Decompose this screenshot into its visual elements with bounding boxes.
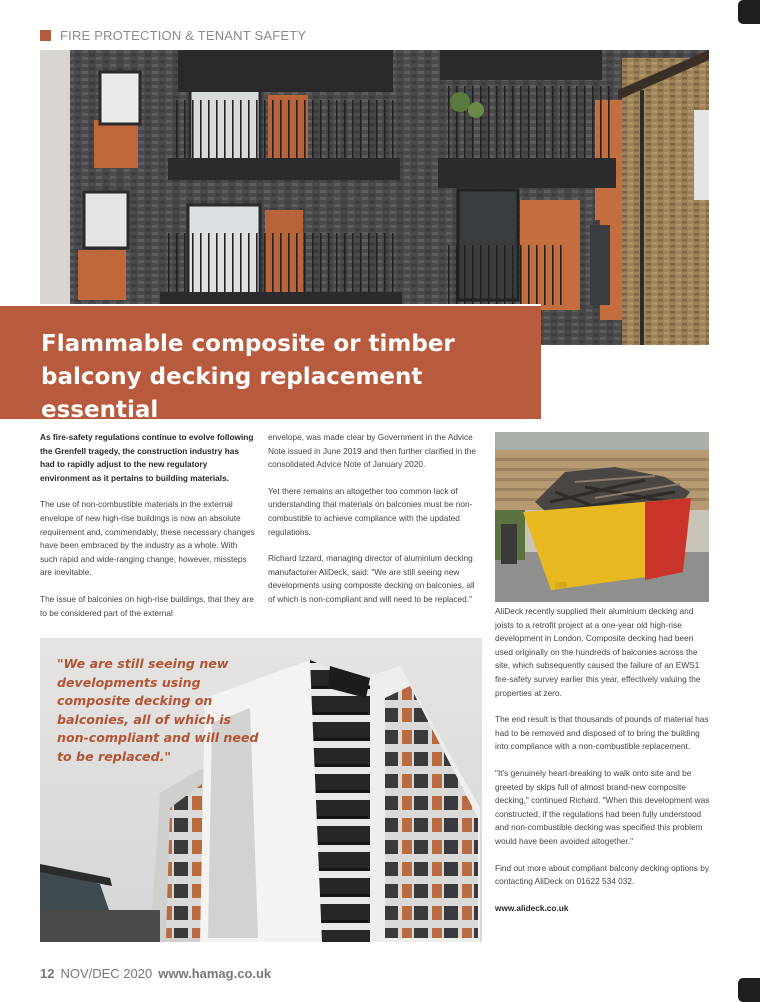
- body-paragraph: envelope, was made clear by Government in the Advice Note issued in June 2019 and then further clarified in the consolidated Advice Note of January 2020.: [268, 432, 477, 470]
- pull-quote: "We are still seeing new developments using composite decking on balconies, all of which is non-compliant and will need to be replaced.": [57, 656, 259, 764]
- body-paragraph: Yet there remains an altogether too common lack of understanding that materials on balconies must be non-combustible to achieve compliance with the updated regulations.: [268, 485, 473, 537]
- skip-photo: [495, 432, 709, 602]
- website-link[interactable]: www.alideck.co.uk: [495, 902, 569, 913]
- body-paragraph: The end result is that thousands of pounds of material has had to be removed and disposed of to bring the building into compliance with a non-combustible replacement.: [495, 714, 709, 752]
- headline-banner: [0, 304, 541, 423]
- body-paragraph: The issue of balconies on high-rise buildings, that they are to be considered part of the external: [40, 593, 255, 618]
- page-tab-top[interactable]: [738, 0, 760, 24]
- section-marker-icon: [40, 30, 51, 41]
- text-column-1: [40, 431, 256, 633]
- text-column-2: [268, 431, 482, 620]
- hero-building-photo: [40, 50, 709, 345]
- body-paragraph: "It's genuinely heart-breaking to walk onto site and be greeted by skips full of almost brand-new composite decking," continued Richard. "When this development was constructed, if the regulations had been fully understood and non-combustible decking was specified this problem would have been avoided altogether.": [495, 767, 710, 846]
- article-headline: Flammable composite or timber balcony decking replacement essential: [41, 331, 455, 423]
- body-paragraph: AliDeck recently supplied their aluminium decking and joists to a retrofit project at a one-year old high-rise development in London. Composite decking had been used originally on the hundreds of balconies across the site, which subsequently caused the failure of an EWS1 fire-safety survey earlier this year, effectively valuing the properties at zero.: [495, 606, 701, 698]
- issue-date: NOV/DEC 2020: [60, 966, 153, 981]
- section-header: [40, 28, 306, 43]
- lead-paragraph: As fire-safety regulations continue to evolve following the Grenfell tragedy, the construction industry has had to rapidly adjust to the new regulatory environment as it pertains to building materials.: [40, 432, 254, 483]
- website-url[interactable]: www.hamag.co.uk: [158, 966, 272, 981]
- page-number: 12: [40, 966, 55, 981]
- section-label: FIRE PROTECTION & TENANT SAFETY: [60, 28, 307, 43]
- body-paragraph: Find out more about compliant balcony decking options by contacting AliDeck on 01622 534 032.: [495, 862, 710, 887]
- body-paragraph: Richard Izzard, managing director of aluminium decking manufacturer AliDeck, said: "We are still seeing new developments using composite decking on balconies, all of which is non-compliant and will need to be replaced.": [268, 553, 475, 604]
- page-tab-bottom[interactable]: [738, 978, 760, 1002]
- body-paragraph: The use of non-combustible materials in the external envelope of new high-rise buildings is now an absolute requirement and, commendably, these necessary changes have been embraced by the industry as a whole. With such rapid and wide-ranging change, however, missteps are inevitable.: [40, 499, 255, 578]
- text-column-3: [495, 605, 710, 928]
- page-footer: [40, 966, 271, 981]
